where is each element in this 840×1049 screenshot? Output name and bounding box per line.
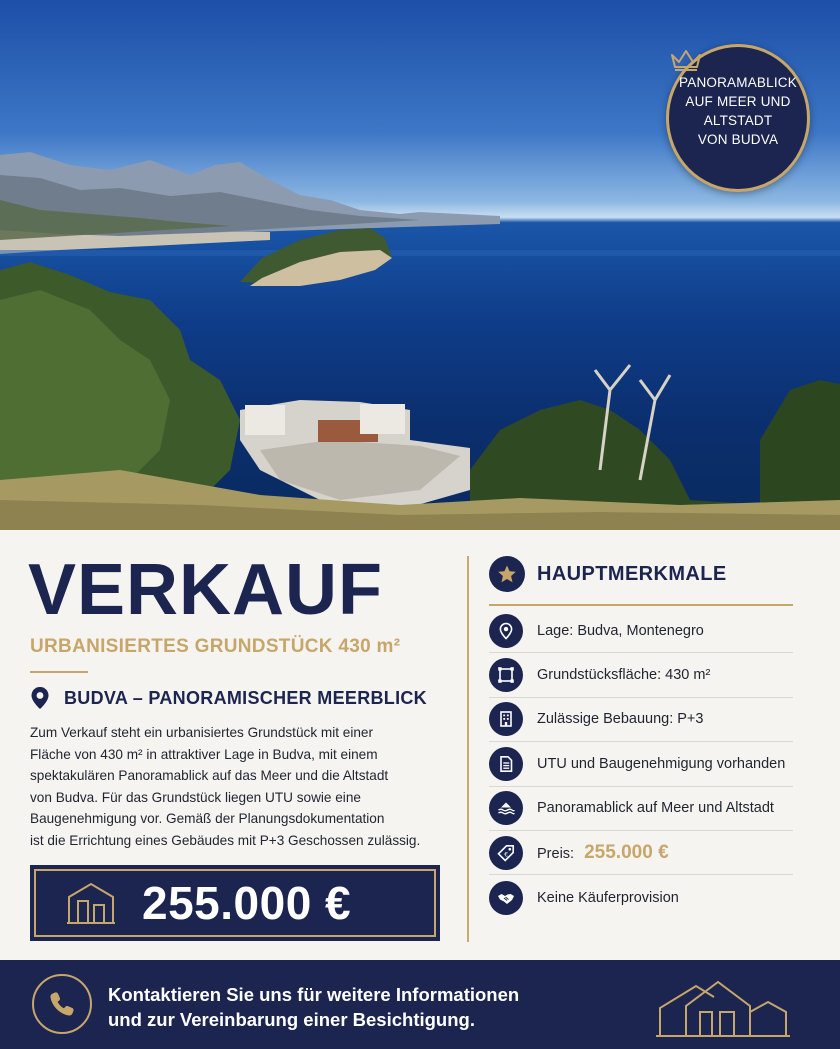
feature-label: UTU und Baugenehmigung vorhanden bbox=[537, 755, 786, 772]
feature-label bbox=[537, 842, 669, 864]
document-icon bbox=[489, 747, 523, 781]
description-line: spektakulären Panoramablick auf das Meer und die Altstadt bbox=[30, 768, 389, 784]
description-line: Zum Verkauf steht ein urbanisiertes Grundstück mit einer bbox=[30, 725, 374, 740]
feature-commission bbox=[489, 875, 793, 919]
feature-label: Keine Käuferprovision bbox=[537, 889, 679, 906]
map-pin-icon bbox=[489, 614, 523, 648]
feature-building bbox=[489, 698, 793, 742]
contact-line: Kontaktieren Sie uns für weitere Informationen bbox=[108, 984, 520, 1005]
feature-label: Lage: Budva, Montenegro bbox=[537, 622, 704, 639]
feature-location bbox=[489, 609, 793, 653]
crown-icon bbox=[669, 47, 703, 73]
badge-text bbox=[679, 73, 797, 149]
feature-price bbox=[489, 831, 793, 875]
panorama-badge bbox=[666, 44, 810, 192]
star-icon bbox=[489, 556, 525, 592]
phone-icon[interactable] bbox=[32, 974, 92, 1034]
map-pin-icon bbox=[30, 686, 50, 710]
feature-label: Panoramablick auf Meer und Altstadt bbox=[537, 800, 774, 817]
listing-subtitle: URBANISIERTES GRUNDSTÜCK 430 m² bbox=[30, 636, 401, 657]
handshake-icon bbox=[489, 881, 523, 915]
feature-plot-area bbox=[489, 653, 793, 697]
features-title: HAUPTMERKMALE bbox=[537, 562, 727, 585]
plot-area-icon bbox=[489, 658, 523, 692]
feature-price-label: Preis: bbox=[537, 845, 575, 862]
location-row bbox=[30, 686, 427, 710]
badge-line: AUF MEER UND bbox=[685, 94, 791, 109]
sea-view-icon bbox=[489, 791, 523, 825]
listing-description bbox=[30, 722, 450, 852]
features-list bbox=[489, 609, 793, 920]
listing-section bbox=[0, 530, 840, 960]
contact-text bbox=[108, 982, 519, 1032]
description-line: Baugenehmigung vor. Gemäß der Planungsdokumentation bbox=[30, 811, 385, 827]
price-value: 255.000 € bbox=[142, 877, 352, 929]
building-icon bbox=[489, 702, 523, 736]
gold-divider bbox=[30, 671, 88, 673]
feature-label: Zulässige Bebauung: P+3 bbox=[537, 711, 704, 728]
description-line: ist die Errichtung eines Gebäudes mit P+3 Geschossen zulässig. bbox=[30, 832, 421, 848]
badge-line: PANORAMABLICK bbox=[679, 75, 797, 90]
column-divider bbox=[467, 556, 469, 942]
building-outline-icon bbox=[66, 881, 116, 925]
gold-divider bbox=[489, 604, 793, 606]
badge-line: VON BUDVA bbox=[697, 132, 779, 147]
badge-line: ALTSTADT bbox=[703, 113, 773, 128]
description-line: Fläche von 430 m² in attraktiver Lage in Budva, mit einem bbox=[30, 746, 378, 762]
price-tag-icon bbox=[489, 836, 523, 870]
location-label: BUDVA – PANORAMISCHER MEERBLICK bbox=[64, 687, 427, 708]
feature-sea-view bbox=[489, 787, 793, 831]
contact-line: und zur Vereinbarung einer Besichtigung. bbox=[108, 1009, 475, 1030]
contact-footer bbox=[0, 960, 840, 1049]
listing-title: VERKAUF bbox=[28, 550, 384, 630]
feature-price-value: 255.000 € bbox=[584, 841, 669, 863]
price-box bbox=[30, 865, 440, 941]
description-line: von Budva. Für das Grundstück liegen UTU sowie eine bbox=[30, 789, 361, 805]
house-outline-icon bbox=[656, 972, 790, 1038]
feature-permit bbox=[489, 742, 793, 786]
svg-text:€: € bbox=[504, 850, 509, 858]
features-heading bbox=[489, 556, 727, 592]
feature-label: Grundstücksfläche: 430 m² bbox=[537, 667, 711, 684]
